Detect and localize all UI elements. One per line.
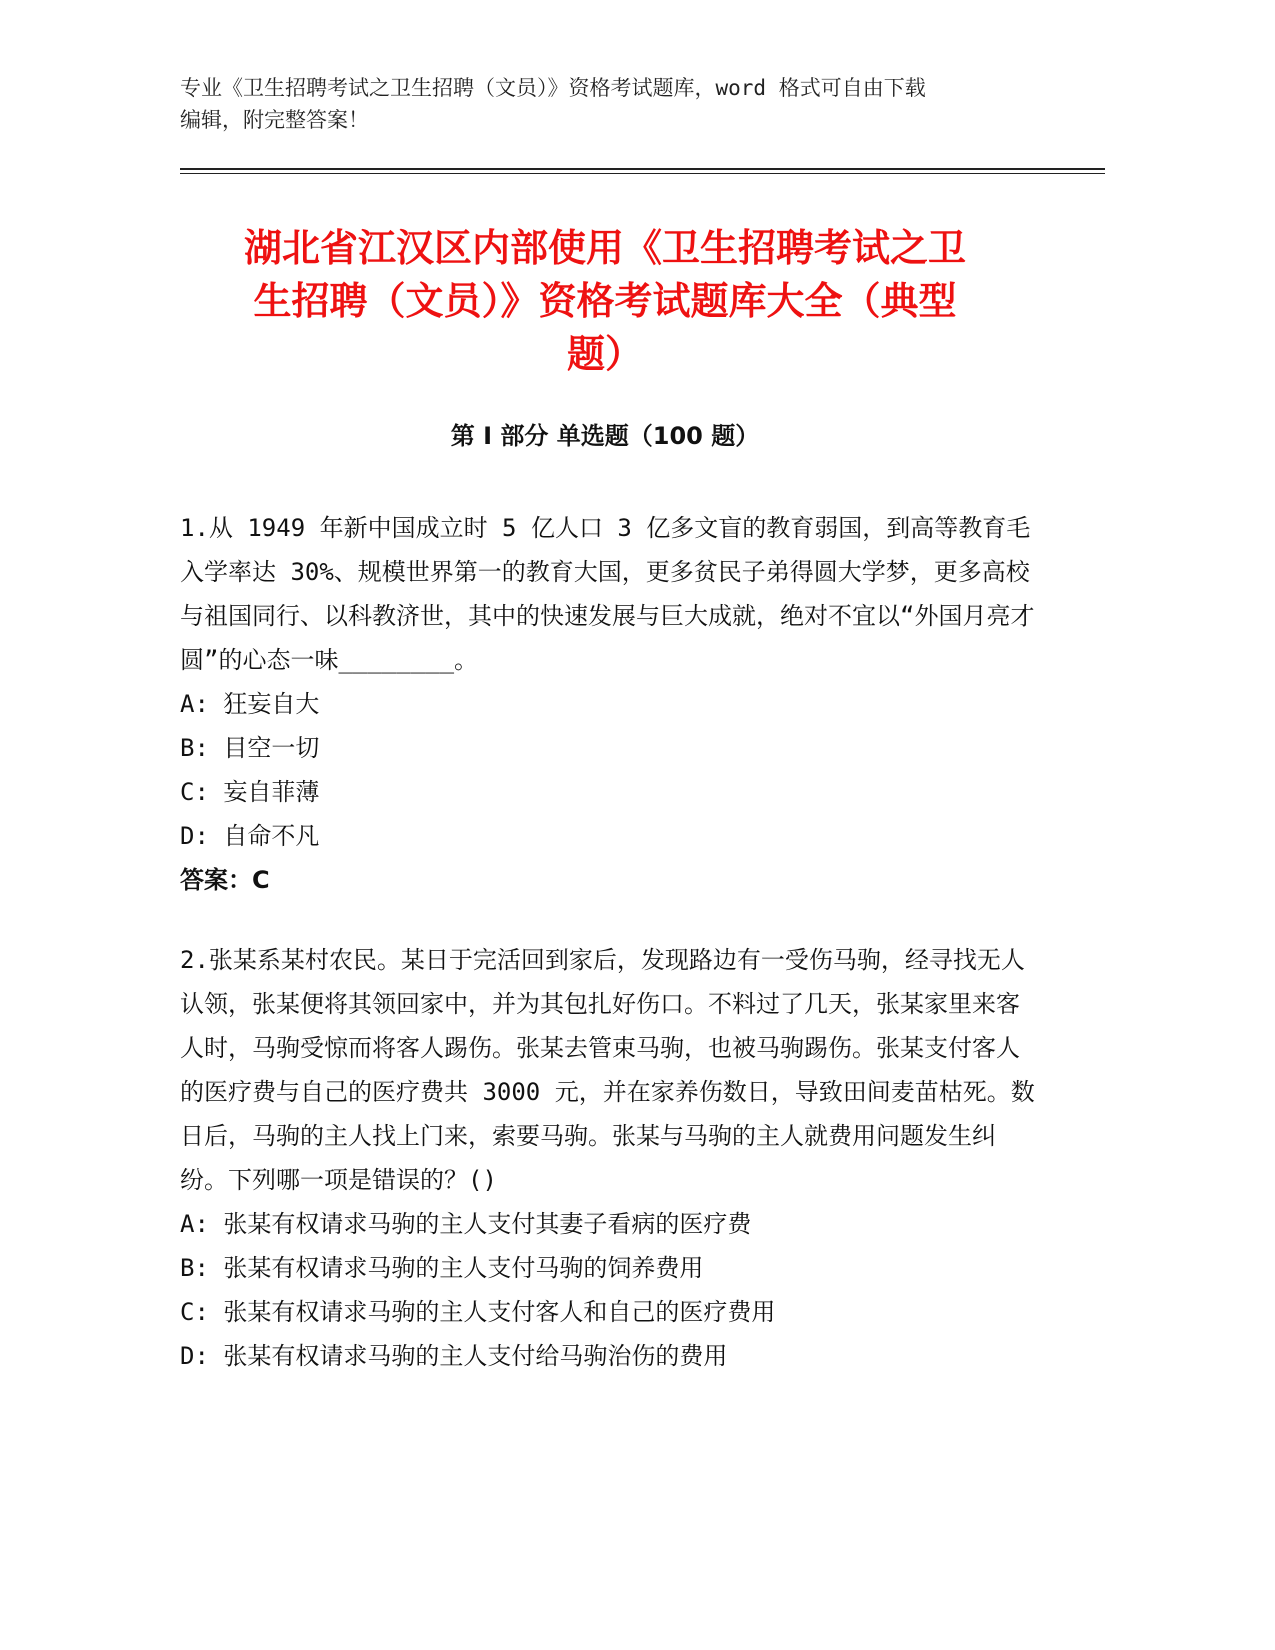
header-note-line-1: 专业《卫生招聘考试之卫生招聘（文员）》资格考试题库，word 格式可自由下载 — [180, 76, 926, 100]
header-divider — [180, 168, 1105, 174]
document-title-line-1: 湖北省江汉区内部使用《卫生招聘考试之卫 — [243, 226, 966, 270]
option-a: A: 狂妄自大 — [180, 690, 320, 718]
header-note — [180, 72, 1080, 136]
question-stem: 1.从 1949 年新中国成立时 5 亿人口 3 亿多文盲的教育弱国，到高等教育毛入学率达 30%、规模世界第一的教育大国，更多贫民子弟得圆大学梦，更多高校与祖国同行、以科教济世，其中的快速发展与巨大成就，绝对不宜以“外国月亮才圆”的心态一味________。 — [180, 514, 1035, 674]
option-d: D: 自命不凡 — [180, 822, 320, 850]
option-a: A: 张某有权请求马驹的主人支付其妻子看病的医疗费 — [180, 1210, 752, 1238]
section-heading: 第 I 部分 单选题（100 题） — [450, 422, 760, 450]
document-title — [180, 222, 1030, 381]
answer: 答案：C — [180, 866, 270, 894]
question-stem: 2.张某系某村农民。某日于完活回到家后，发现路边有一受伤马驹，经寻找无人认领，张某便将其领回家中，并为其包扎好伤口。不料过了几天，张某家里来客人时，马驹受惊而将客人踢伤。张某去管束马驹，也被马驹踢伤。张某支付客人的医疗费与自己的医疗费共 3000 元，并在家养伤数日，导致田间麦苗枯死。数日后，马驹的主人找上门来，索要马驹。张某与马驹的主人就费用问题发生纠纷。下列哪一项是错误的？() — [180, 946, 1035, 1194]
option-b: B: 张某有权请求马驹的主人支付马驹的饲养费用 — [180, 1254, 704, 1282]
option-d: D: 张某有权请求马驹的主人支付给马驹治伤的费用 — [180, 1342, 728, 1370]
option-b: B: 目空一切 — [180, 734, 320, 762]
document-title-line-3: 题） — [566, 332, 643, 376]
question-1 — [180, 506, 1040, 902]
document-title-line-2: 生招聘（文员）》资格考试题库大全（典型 — [253, 279, 957, 323]
question-2 — [180, 938, 1040, 1378]
option-c: C: 妄自菲薄 — [180, 778, 320, 806]
header-note-line-2: 编辑，附完整答案！ — [180, 108, 369, 132]
option-c: C: 张某有权请求马驹的主人支付客人和自己的医疗费用 — [180, 1298, 776, 1326]
